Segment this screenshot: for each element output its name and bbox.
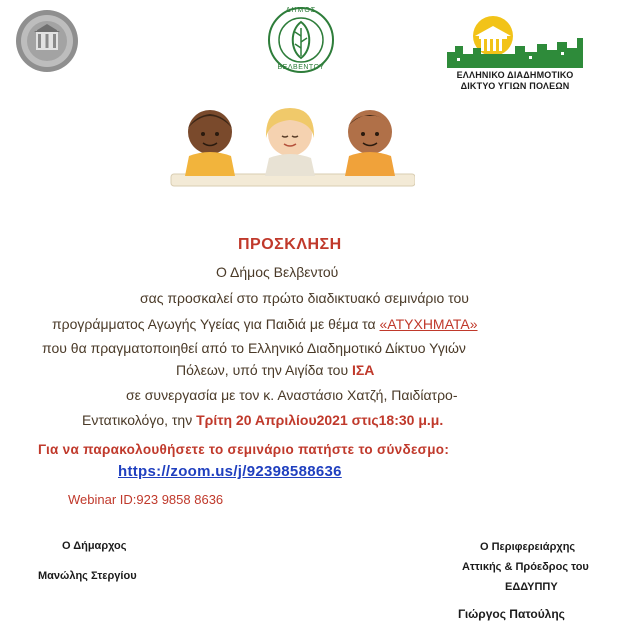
webinar-id: Webinar ID:923 9858 8636	[68, 492, 224, 507]
follow-instructions: Για να παρακολουθήσετε το σεμινάριο πατήστε το σύνδεσμο:	[38, 442, 450, 457]
invitation-line-3	[52, 316, 478, 332]
invitation-line-4: που θα πραγματοποιηθεί από το Ελληνικό Διαδημοτικό Δίκτυο Υγιών	[42, 340, 466, 356]
seminar-topic: «ΑΤΥΧΗΜΑΤΑ»	[379, 316, 478, 332]
governor-title: Ο Περιφερειάρχης	[480, 541, 576, 553]
invitation-title: ΠΡΟΣΚΛΗΣΗ	[238, 236, 342, 253]
invitation-line-6: σε συνεργασία με τον κ. Αναστάσιο Χατζή, Παιδίατρο-	[126, 387, 458, 403]
network-logo-line1: ΕΛΛΗΝΙΚΟ ΔΙΑΔΗΜΟΤΙΚΟ	[456, 70, 574, 80]
invitation-line-7-text: Εντατικολόγο, την	[82, 412, 197, 428]
mayor-name: Μανώλης Στεργίου	[38, 570, 137, 582]
dimos-logo-bottom-text: ΒΕΛΒΕΝΤΟΥ	[277, 64, 325, 71]
children-illustration	[165, 94, 415, 190]
healthy-cities-network-logo	[445, 8, 585, 92]
seminar-datetime: Τρίτη 20 Απριλίου2021 στις18:30 μ.μ.	[196, 412, 444, 428]
network-logo-line2: ΔΙΚΤΥΟ ΥΓΙΩΝ ΠΟΛΕΩΝ	[460, 81, 570, 91]
seal-logo	[14, 8, 80, 74]
governor-org: ΕΔΔΥΠΠΥ	[505, 581, 558, 593]
patronage-org: ΙΣΑ	[352, 362, 375, 378]
invitation-line-2: σας προσκαλεί στο πρώτο διαδικτυακό σεμινάριο του	[140, 290, 469, 306]
invitation-line-5-text: Πόλεων, υπό την Αιγίδα του	[176, 362, 353, 378]
mayor-title: Ο Δήμαρχος	[62, 540, 127, 552]
zoom-link[interactable]: https://zoom.us/j/92398588636	[118, 463, 342, 480]
invitation-line-1: Ο Δήμος Βελβεντού	[216, 264, 339, 280]
invitation-line-7	[82, 412, 443, 428]
invitation-line-3-text: προγράμματος Αγωγής Υγείας για Παιδιά με θέμα τα	[52, 316, 380, 332]
governor-name: Γιώργος Πατούλης	[458, 607, 565, 621]
dimos-velventou-logo	[266, 4, 336, 76]
invitation-line-5	[176, 362, 374, 378]
governor-role: Αττικής & Πρόεδρος του	[462, 561, 589, 573]
dimos-logo-top-text: ΔΗΜΟΣ	[285, 7, 317, 14]
